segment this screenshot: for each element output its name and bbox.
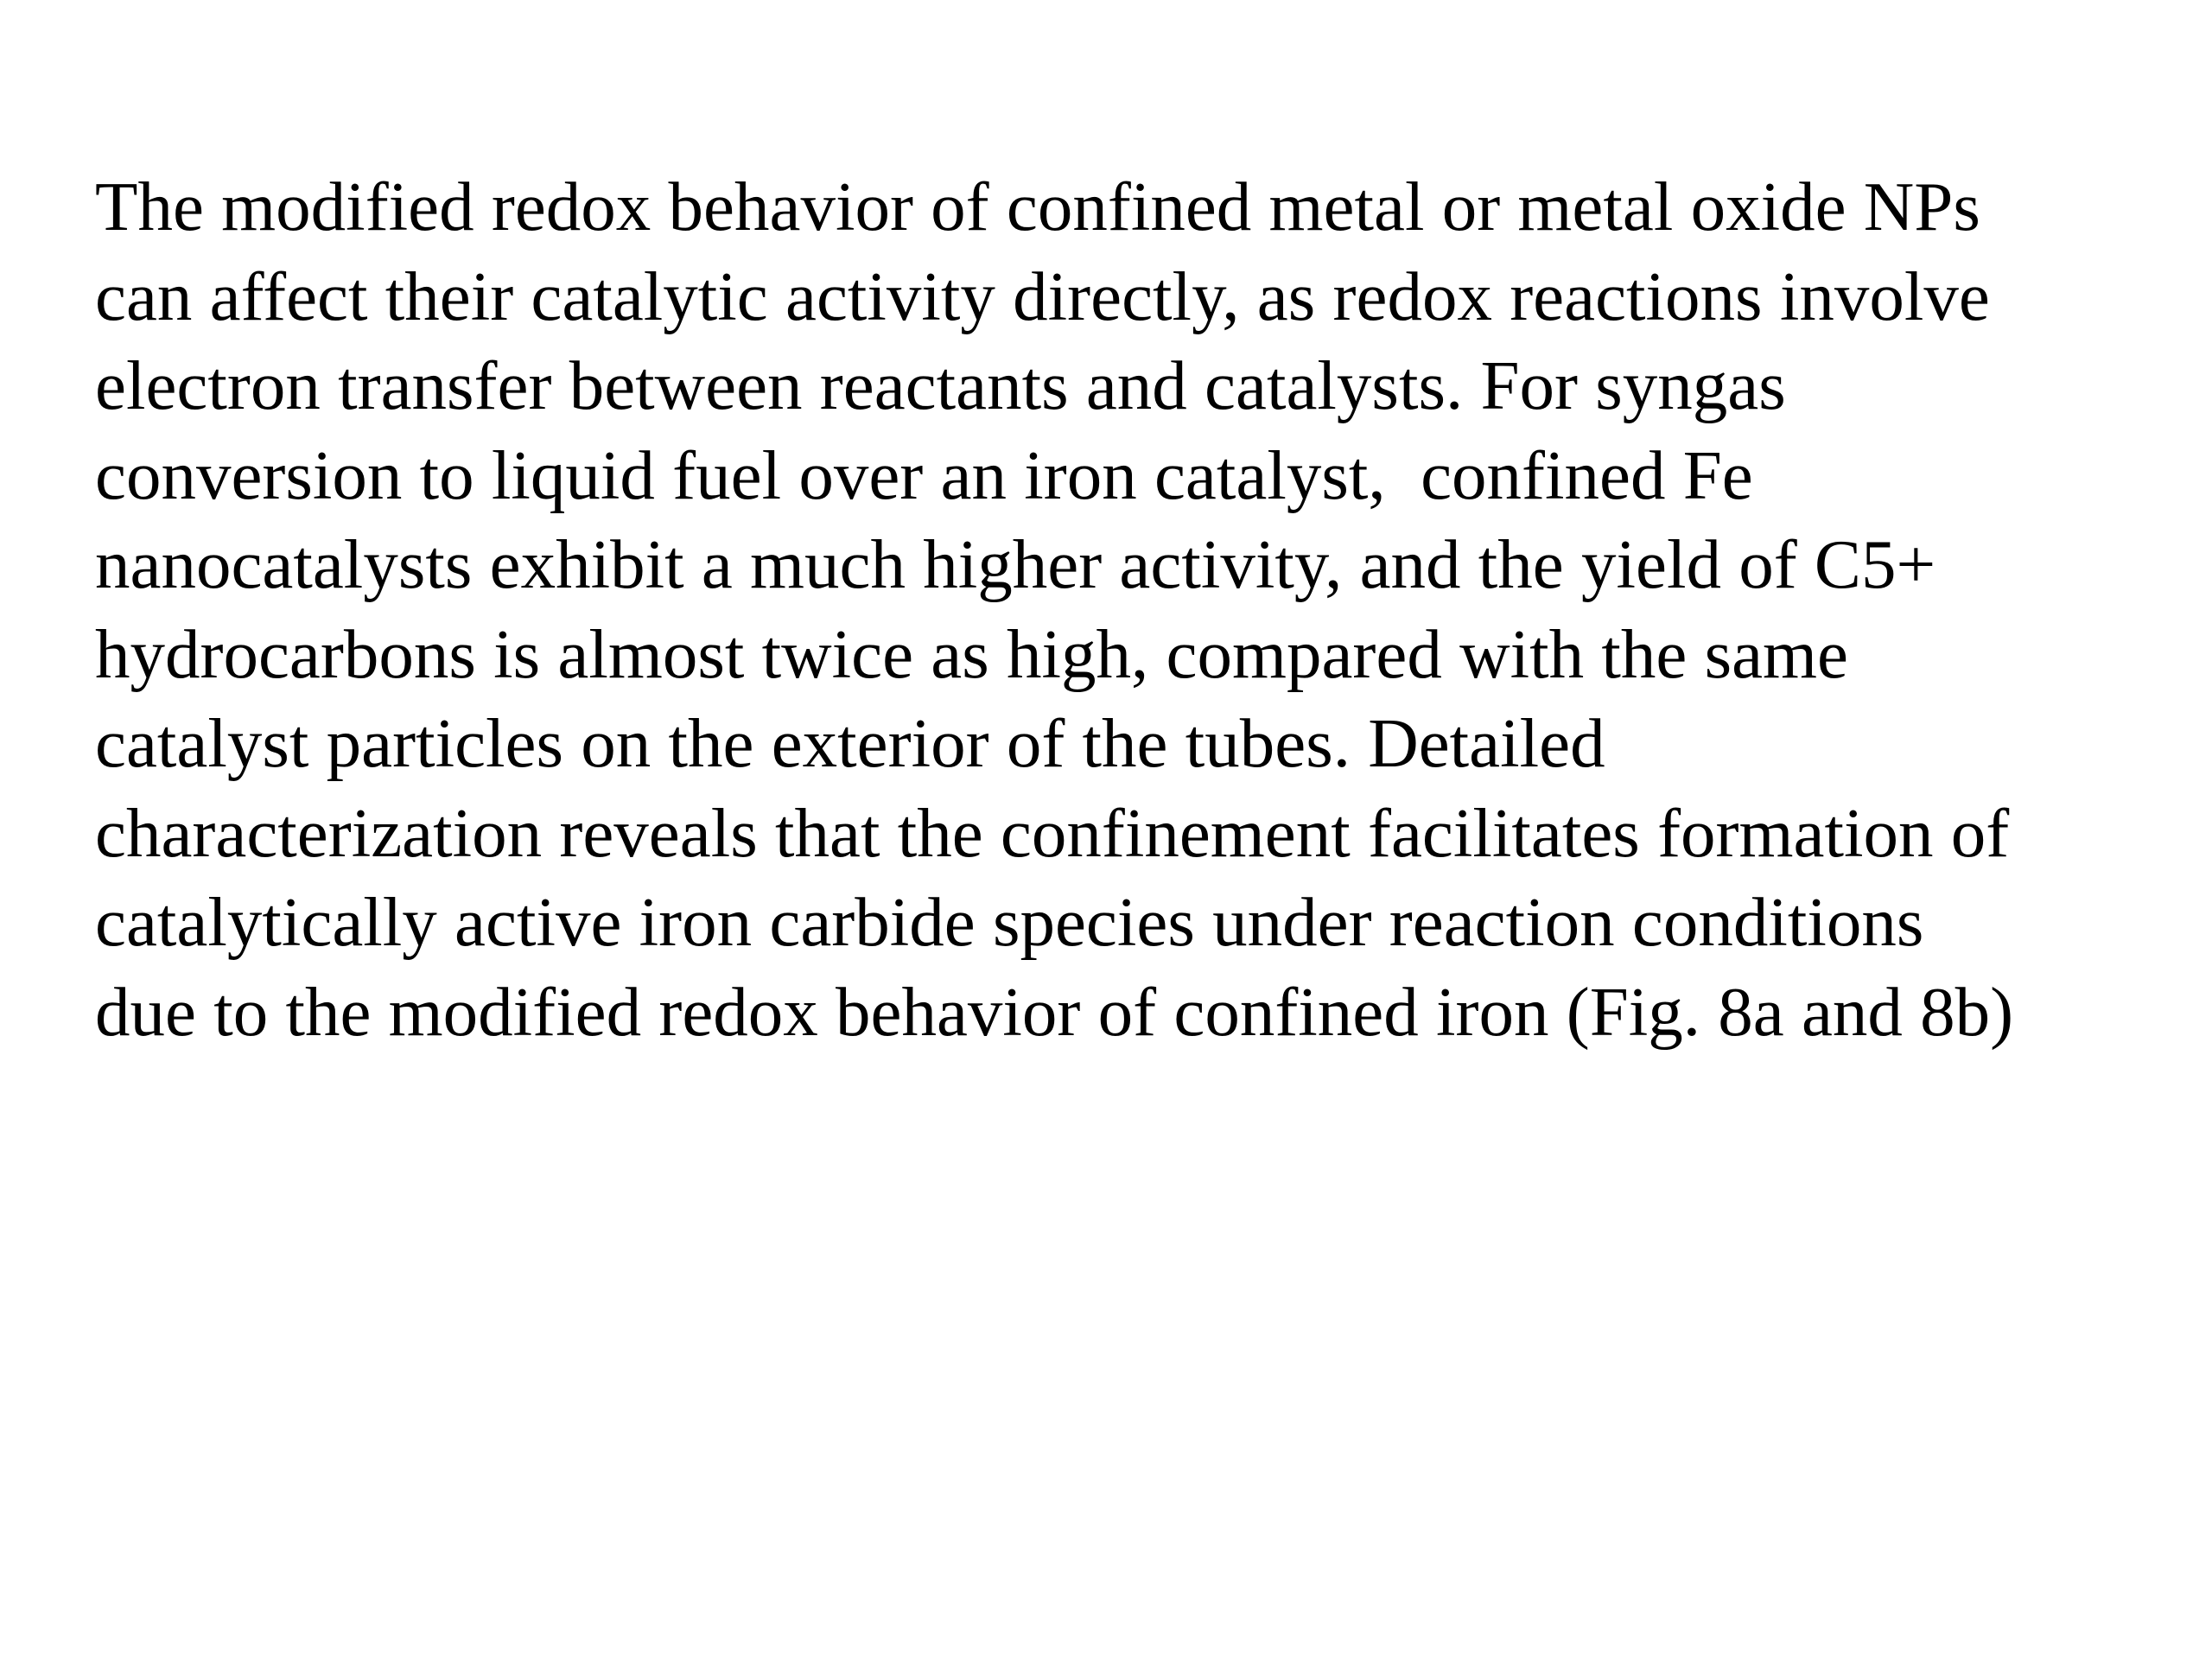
- paragraph-line: conversion to liquid fuel over an iron catalyst, confined Fe: [95, 435, 1753, 514]
- paragraph-line: characterization reveals that the confinement facilitates formation of: [95, 793, 2010, 872]
- paragraph-line: catalyst particles on the exterior of the tubes. Detailed: [95, 704, 1605, 782]
- paragraph-line: nanocatalysts exhibit a much higher activity, and the yield of C5+: [95, 525, 1936, 603]
- paragraph-line: The modified redox behavior of confined metal or metal oxide NPs: [95, 168, 1980, 245]
- body-paragraph: [95, 162, 2195, 1057]
- paragraph-line: can affect their catalytic activity directly, as redox reactions involve: [95, 257, 1990, 335]
- paragraph-line: electron transfer between reactants and catalysts. For syngas: [95, 346, 1786, 424]
- paragraph-line: catalytically active iron carbide species under reaction conditions: [95, 883, 1924, 961]
- paragraph-line: due to the modified redox behavior of confined iron (Fig. 8a and 8b): [95, 972, 2014, 1051]
- paragraph-line: hydrocarbons is almost twice as high, compared with the same: [95, 614, 1848, 693]
